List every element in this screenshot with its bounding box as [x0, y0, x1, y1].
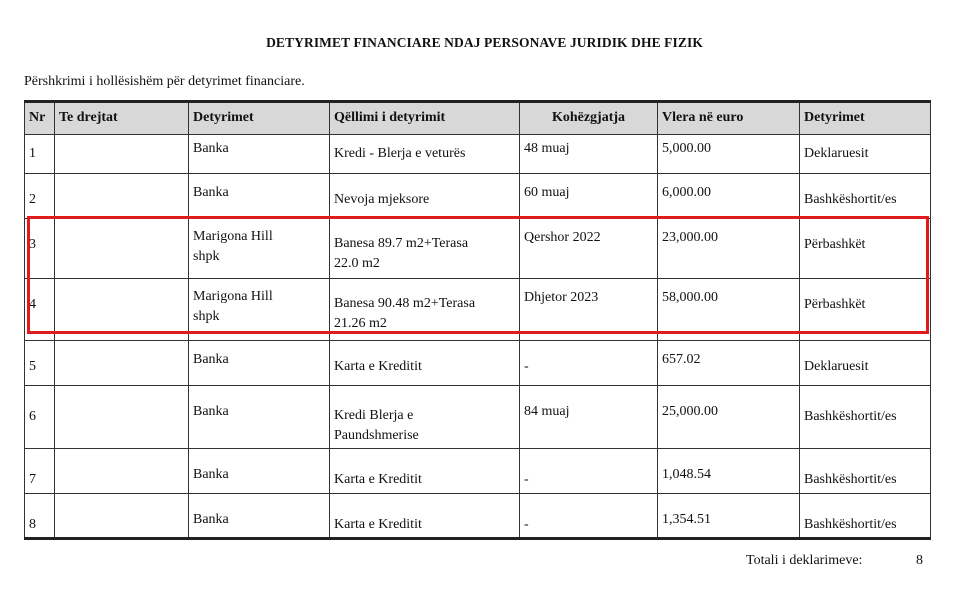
- col-header-purpose: Qëllimi i detyrimit: [330, 102, 520, 135]
- row-creditor: [189, 219, 330, 279]
- creditor-line: Marigona Hill: [193, 229, 273, 244]
- row-value: 23,000.00: [658, 219, 800, 279]
- row-creditor: [189, 279, 330, 341]
- row-party: Përbashkët: [800, 219, 931, 279]
- purpose-line: Banesa 89.7 m2+Terasa: [334, 236, 469, 251]
- row-nr: 8: [25, 494, 55, 539]
- row-party: Deklaruesit: [800, 135, 931, 174]
- row-creditor: Banka: [189, 135, 330, 174]
- row-creditor: Banka: [189, 449, 330, 494]
- row-value: 5,000.00: [658, 135, 800, 174]
- col-header-nr: Nr: [25, 102, 55, 135]
- row-party: Bashkëshortit/es: [800, 386, 931, 449]
- row-creditor: Banka: [189, 494, 330, 539]
- row-rights: [55, 341, 189, 386]
- row-rights: [55, 135, 189, 174]
- row-rights: [55, 386, 189, 449]
- row-nr: 4: [25, 279, 55, 341]
- col-header-creditor: Detyrimet: [189, 102, 330, 135]
- row-duration: 60 muaj: [520, 174, 658, 219]
- row-purpose: Nevoja mjeksore: [330, 174, 520, 219]
- page-title: DETYRIMET FINANCIARE NDAJ PERSONAVE JURIDIK DHE FIZIK: [266, 35, 703, 50]
- row-purpose: Karta e Kreditit: [330, 449, 520, 494]
- total-label: Totali i deklarimeve:: [746, 553, 863, 568]
- purpose-line: Kredi Blerja e: [334, 408, 414, 423]
- row-rights: [55, 174, 189, 219]
- row-value: 1,048.54: [658, 449, 800, 494]
- row-purpose: Karta e Kreditit: [330, 494, 520, 539]
- row-purpose: Karta e Kreditit: [330, 341, 520, 386]
- table-row: [25, 386, 931, 449]
- row-value: 6,000.00: [658, 174, 800, 219]
- creditor-line: Marigona Hill: [193, 289, 273, 304]
- row-duration: Dhjetor 2023: [520, 279, 658, 341]
- row-duration: -: [520, 494, 658, 539]
- row-party: Bashkëshortit/es: [800, 494, 931, 539]
- row-duration: -: [520, 341, 658, 386]
- col-header-party: Detyrimet: [800, 102, 931, 135]
- row-party: Bashkëshortit/es: [800, 449, 931, 494]
- row-duration: -: [520, 449, 658, 494]
- row-rights: [55, 279, 189, 341]
- row-value: 58,000.00: [658, 279, 800, 341]
- row-creditor: Banka: [189, 341, 330, 386]
- row-value: 657.02: [658, 341, 800, 386]
- purpose-line: Banesa 90.48 m2+Terasa: [334, 296, 476, 311]
- obligations-table: [24, 100, 931, 540]
- row-purpose: [330, 386, 520, 449]
- row-value: 1,354.51: [658, 494, 800, 539]
- row-value: 25,000.00: [658, 386, 800, 449]
- table-row: [25, 219, 931, 279]
- row-nr: 3: [25, 219, 55, 279]
- purpose-line: Paundshmerise: [334, 428, 419, 443]
- row-purpose: Kredi - Blerja e veturës: [330, 135, 520, 174]
- row-creditor: Banka: [189, 386, 330, 449]
- row-rights: [55, 494, 189, 539]
- col-header-rights: Te drejtat: [55, 102, 189, 135]
- table-row: [25, 494, 931, 539]
- creditor-line: shpk: [193, 249, 220, 264]
- row-duration: Qershor 2022: [520, 219, 658, 279]
- row-rights: [55, 449, 189, 494]
- row-nr: 1: [25, 135, 55, 174]
- col-header-duration: Kohëzgjatja: [520, 102, 658, 135]
- purpose-line: 22.0 m2: [334, 256, 380, 271]
- row-nr: 7: [25, 449, 55, 494]
- creditor-line: shpk: [193, 309, 220, 324]
- table-row: [25, 174, 931, 219]
- table-row: [25, 449, 931, 494]
- row-purpose: [330, 279, 520, 341]
- table-description: Përshkrimi i hollësishëm për detyrimet financiare.: [24, 74, 305, 89]
- table-row: [25, 341, 931, 386]
- row-duration: 84 muaj: [520, 386, 658, 449]
- row-party: Përbashkët: [800, 279, 931, 341]
- row-creditor: Banka: [189, 174, 330, 219]
- row-nr: 5: [25, 341, 55, 386]
- row-purpose: [330, 219, 520, 279]
- col-header-value: Vlera në euro: [658, 102, 800, 135]
- table-row: [25, 279, 931, 341]
- row-nr: 6: [25, 386, 55, 449]
- row-party: Bashkëshortit/es: [800, 174, 931, 219]
- row-duration: 48 muaj: [520, 135, 658, 174]
- total-value: 8: [916, 553, 923, 568]
- row-nr: 2: [25, 174, 55, 219]
- table-row: [25, 135, 931, 174]
- table-header-row: [25, 102, 931, 135]
- purpose-line: 21.26 m2: [334, 316, 387, 331]
- row-rights: [55, 219, 189, 279]
- row-party: Deklaruesit: [800, 341, 931, 386]
